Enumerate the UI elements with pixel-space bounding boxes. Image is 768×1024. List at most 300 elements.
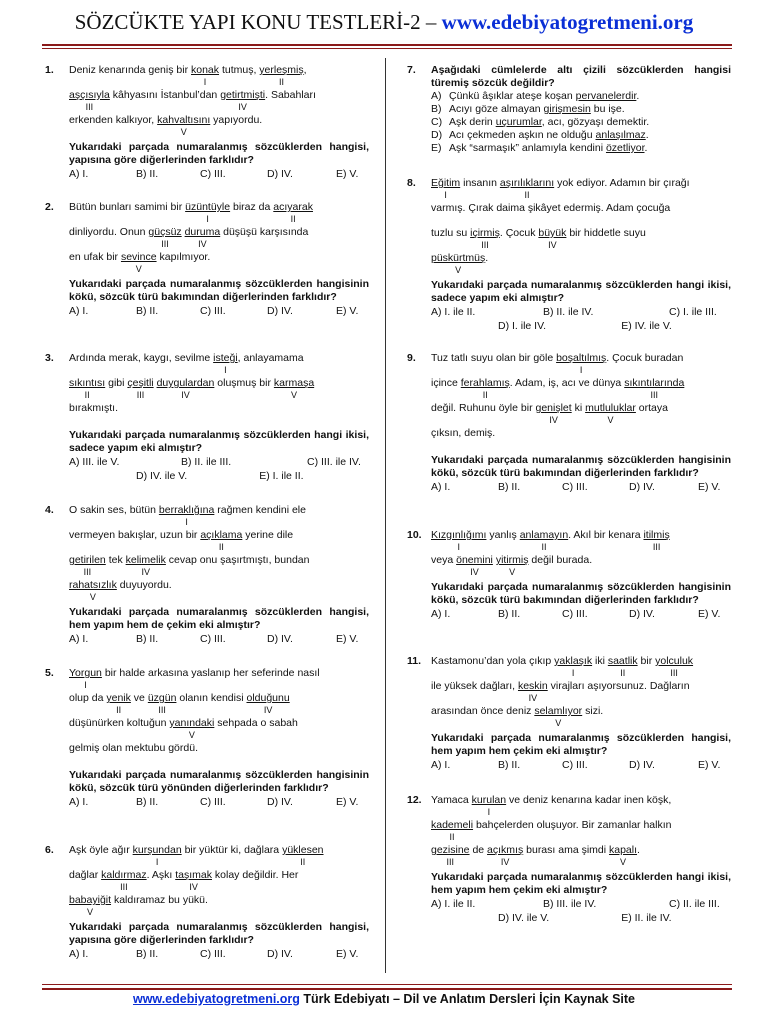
answer-option[interactable]: C) III. [200, 948, 226, 960]
page-header [0, 10, 768, 35]
question-number: 4. [45, 504, 54, 516]
question-number: 6. [45, 844, 54, 856]
answer-option[interactable]: D) IV. [267, 948, 293, 960]
answer-option[interactable]: A) I. [69, 796, 89, 808]
text-segment: . Çocuk [499, 227, 539, 239]
text-segment: . Akıl bir kenara [568, 529, 644, 541]
text-segment: duyuyordu. [116, 579, 172, 591]
underlined-word: aşırılıklarını [499, 177, 555, 189]
text-segment: sehpada o sabah [214, 717, 298, 729]
numeral-markers [69, 857, 369, 869]
text-segment: , [303, 64, 307, 76]
question-prompt: Yukarıdaki parçada numaralanmış sözcüklerden hangi ikisi, hem yapım hem çekim eki almıştır? [431, 871, 731, 896]
answer-option[interactable]: D) I. ile IV. [498, 320, 547, 332]
question-prompt: Yukarıdaki parçada numaralanmış sözcüklerden hangisi, yapısına göre diğerlerinden farklıdır? [69, 921, 369, 946]
answer-option[interactable]: D) IV. [267, 633, 293, 645]
numeral-markers [431, 807, 731, 819]
text-segment: Deniz kenarında geniş bir [69, 64, 191, 76]
text-segment: . Sabahları [265, 89, 316, 101]
underlined-word: gezisine [431, 844, 470, 856]
question-1 [45, 64, 369, 181]
answer-option[interactable] [431, 142, 731, 155]
answer-options [69, 470, 369, 483]
text-segment: . Çocuk buradan [606, 352, 684, 364]
underlined-word: karmaşa [273, 377, 315, 389]
numeral-marker: III [136, 390, 145, 400]
question-number: 3. [45, 352, 54, 364]
answer-option[interactable] [431, 116, 731, 129]
numeral-marker: II [116, 705, 122, 715]
answer-option[interactable]: A) I. [69, 948, 89, 960]
numeral-markers [69, 517, 369, 529]
answer-option[interactable]: D) IV. ile V. [498, 912, 550, 924]
answer-options [431, 306, 731, 319]
underlined-word: kelimelik [125, 554, 166, 566]
question-10 [407, 529, 731, 621]
answer-options [431, 481, 731, 494]
numeral-marker: V [188, 730, 195, 740]
header-rule [42, 44, 732, 46]
text-segment: . [645, 129, 649, 141]
answer-option[interactable]: B) II. [136, 796, 159, 808]
text-segment: tek [105, 554, 126, 566]
answer-option[interactable]: E) V. [698, 481, 721, 493]
option-letter: C) [431, 116, 443, 128]
numeral-marker: I [487, 807, 491, 817]
underlined-word: aşçısıyla [69, 89, 110, 101]
numeral-marker: II [449, 832, 455, 842]
answer-option[interactable]: C) III. [200, 305, 226, 317]
numeral-markers [69, 264, 369, 276]
text-segment: tutmuş, [219, 64, 260, 76]
numeral-markers [69, 705, 369, 717]
answer-option[interactable]: E) IV. ile V. [621, 320, 672, 332]
answer-option[interactable]: C) III. [200, 633, 226, 645]
numeral-marker: III [161, 239, 169, 249]
answer-option[interactable]: B) II. ile III. [181, 456, 232, 468]
text-segment: değil burada. [528, 554, 593, 566]
answer-option[interactable]: B) II. [136, 633, 159, 645]
answer-options [69, 633, 369, 646]
underlined-word: açıklama [200, 529, 243, 541]
answer-option[interactable]: A) I. [431, 759, 451, 771]
underlined-word: selamlıyor [534, 705, 583, 717]
text-segment: ve deniz kenarına kadar inen köşk, [506, 794, 672, 806]
text-segment: Yamaca [431, 794, 472, 806]
answer-option[interactable]: E) I. ile II. [259, 470, 304, 482]
text-segment: sizi. [582, 705, 604, 717]
numeral-markers [69, 542, 369, 554]
answer-option[interactable]: C) III. [562, 759, 588, 771]
answer-option[interactable]: B) II. [498, 481, 521, 493]
text-segment: ki [571, 402, 586, 414]
answer-options [69, 456, 369, 469]
numeral-marker: III [446, 857, 455, 867]
numeral-marker: I [206, 214, 209, 224]
numeral-marker: I [224, 365, 227, 375]
underlined-word: girişmesin [543, 103, 591, 115]
underlined-word: üzüntüyle [185, 201, 231, 213]
underlined-word: kapalı [609, 844, 638, 856]
numeral-marker: IV [500, 857, 510, 867]
answer-option[interactable]: B) II. [136, 168, 159, 180]
option-letter: A) [431, 90, 442, 102]
text-segment: insanın [460, 177, 500, 189]
answer-option[interactable]: D) IV. [267, 305, 293, 317]
answer-option[interactable] [431, 103, 731, 116]
answer-option[interactable]: C) I. ile III. [669, 306, 717, 318]
text-segment: de [469, 844, 488, 856]
text-segment: ile yüksek dağları, [431, 680, 518, 692]
text-segment: veya [431, 554, 457, 566]
numeral-marker: III [120, 882, 128, 892]
answer-options [69, 305, 369, 318]
option-letter: D) [431, 129, 443, 141]
passage-line [431, 227, 731, 240]
underlined-word: rahatsızlık [69, 579, 117, 591]
text-segment: ve [130, 692, 148, 704]
answer-option[interactable]: D) IV. ile V. [136, 470, 188, 482]
text-segment: düşüşü karşısında [220, 226, 309, 238]
numeral-markers [431, 190, 731, 202]
answer-options [431, 608, 731, 621]
underlined-word: getirilen [69, 554, 106, 566]
answer-option[interactable]: A) I. [431, 481, 451, 493]
underlined-word: uçurumlar [495, 116, 542, 128]
numeral-markers [431, 415, 731, 427]
numeral-markers [69, 907, 369, 919]
passage-line [431, 705, 731, 718]
text-segment: burası ama şimdi [523, 844, 609, 856]
text-segment: olanın kendisi [176, 692, 247, 704]
numeral-markers [431, 240, 731, 252]
text-segment: . [637, 844, 640, 856]
text-segment: Aşk “sarmaşık” anlamıyla kendini [449, 142, 606, 154]
underlined-word: keskin [517, 680, 548, 692]
underlined-word: konak [191, 64, 220, 76]
answer-option[interactable]: E) II. ile IV. [621, 912, 672, 924]
numeral-marker: V [291, 390, 298, 400]
question-number: 5. [45, 667, 54, 679]
question-prompt: Aşağıdaki cümlelerde altı çizili sözcüklerden hangisi türemiş sözcük değildir? [431, 64, 731, 89]
answer-option[interactable]: A) I. [431, 608, 451, 620]
answer-option[interactable]: B) II. [498, 608, 521, 620]
text-segment: ortaya [635, 402, 668, 414]
underlined-word: genişlet [535, 402, 572, 414]
answer-option[interactable]: D) IV. [267, 168, 293, 180]
text-segment: Bütün bunları samimi bir [69, 201, 186, 213]
answer-option[interactable]: A) I. [69, 168, 89, 180]
text-segment: bahçelerden oluşuyor. Bir zamanlar halkın [473, 819, 672, 831]
answer-option[interactable]: A) I. ile II. [431, 306, 476, 318]
passage-line [431, 794, 731, 807]
numeral-marker: IV [549, 415, 558, 425]
answer-option[interactable]: B) II. [136, 305, 159, 317]
numeral-marker: IV [198, 239, 207, 249]
text-segment: . Adam, iş, acı ve dünya [509, 377, 625, 389]
numeral-markers [431, 718, 731, 730]
underlined-word: püskürtmüş [431, 252, 486, 264]
numeral-marker: III [481, 240, 489, 250]
text-segment: vermeyen bakışlar, uzun bir [69, 529, 201, 541]
passage-line [431, 177, 731, 190]
underlined-word: saatlik [607, 655, 638, 667]
question-6 [45, 844, 369, 961]
text-segment: iki [592, 655, 608, 667]
text-segment: Acıyı göze almayan [449, 103, 544, 115]
question-4 [45, 504, 369, 646]
passage-line [69, 352, 369, 365]
question-number: 1. [45, 64, 54, 76]
passage-line [69, 251, 369, 264]
question-number: 2. [45, 201, 54, 213]
numeral-markers [431, 668, 731, 680]
answer-options [69, 168, 369, 181]
question-9 [407, 352, 731, 494]
text-segment: olup da [69, 692, 107, 704]
passage-line [69, 579, 369, 592]
answer-option[interactable]: D) IV. [629, 608, 655, 620]
numeral-marker: IV [528, 693, 538, 703]
question-number: 9. [407, 352, 416, 364]
footer-rule [42, 988, 732, 990]
numeral-marker: III [670, 668, 678, 678]
answer-option[interactable]: C) II. ile III. [669, 898, 720, 910]
answer-option[interactable]: A) I. ile II. [431, 898, 476, 910]
numeral-marker: II [300, 857, 306, 867]
numeral-markers [69, 882, 369, 894]
question-prompt: Yukarıdaki parçada numaralanmış sözcüklerden hangisi, hem yapım hem çekim eki almıştır? [431, 732, 731, 757]
underlined-word: içirmiş [470, 227, 500, 239]
underlined-word: sıkıntılarında [624, 377, 685, 389]
text-segment: bir [637, 655, 656, 667]
answer-option[interactable]: E) V. [336, 633, 359, 645]
question-prompt: Yukarıdaki parçada numaralanmış sözcüklerden hangisinin kökü, sözcük türü bakımından diğerlerinden farklıdır? [431, 454, 731, 479]
numeral-markers [431, 693, 731, 705]
numeral-marker: V [555, 718, 562, 728]
underlined-word: Eğitim [431, 177, 461, 189]
answer-option[interactable]: C) III. [562, 608, 588, 620]
question-number: 7. [407, 64, 416, 76]
numeral-marker: II [482, 390, 488, 400]
text-segment: bu işe. [590, 103, 625, 115]
answer-list [431, 90, 731, 155]
numeral-markers [69, 365, 369, 377]
answer-options [431, 320, 731, 333]
text-segment: dinliyordu. Onun [69, 226, 149, 238]
numeral-marker: IV [548, 240, 557, 250]
page-footer [0, 992, 768, 1006]
text-segment: . [644, 142, 648, 154]
passage-line [69, 692, 369, 705]
numeral-marker: II [524, 190, 530, 200]
text-segment: bir hiddetle suyu [566, 227, 646, 239]
passage-line [431, 402, 731, 415]
numeral-marker: III [85, 102, 94, 112]
answer-option[interactable]: A) I. [69, 305, 89, 317]
text-segment: . Aşkı [146, 869, 176, 881]
text-segment: içince [431, 377, 461, 389]
answer-option[interactable]: C) III. ile IV. [307, 456, 361, 468]
answer-option[interactable] [431, 90, 731, 103]
numeral-markers [431, 567, 731, 579]
underlined-word: pervanelerdir [575, 90, 637, 102]
question-prompt: Yukarıdaki parçada numaralanmış sözcüklerden hangisinin kökü, sözcük türü yönünden diğerlerinden farklıdır? [69, 769, 369, 794]
question-number: 11. [407, 655, 422, 667]
answer-option[interactable]: C) III. [562, 481, 588, 493]
numeral-markers [431, 265, 731, 277]
numeral-markers [69, 77, 369, 89]
underlined-word: anlamayın [519, 529, 569, 541]
passage-line [431, 377, 731, 390]
numeral-marker: V [620, 857, 627, 867]
text-segment: gelmiş olan mektubu gördü. [69, 742, 198, 754]
passage-line [431, 680, 731, 693]
underlined-word: sevince [120, 251, 157, 263]
numeral-markers [69, 102, 369, 114]
answer-options [431, 912, 731, 925]
answer-option[interactable]: E) V. [336, 796, 359, 808]
answer-option[interactable]: B) II. [136, 948, 159, 960]
underlined-word: kahvaltısını [157, 114, 211, 126]
numeral-markers [69, 592, 369, 604]
numeral-marker: III [652, 542, 661, 552]
passage-line [69, 742, 369, 755]
question-prompt: Yukarıdaki parçada numaralanmış sözcüklerden hangisi, hem yapım hem de çekim eki almıştır? [69, 606, 369, 631]
footer-tagline: Türk Edebiyatı – Dil ve Anlatım Dersleri İçin Kaynak Site [303, 992, 636, 1006]
passage-line [69, 667, 369, 680]
numeral-marker: I [155, 857, 159, 867]
passage-line [431, 529, 731, 542]
passage-line [431, 844, 731, 857]
underlined-word: yanındaki [169, 717, 215, 729]
passage-line [431, 427, 731, 440]
underlined-word: babayiğit [69, 894, 112, 906]
answer-options [431, 759, 731, 772]
numeral-marker: V [607, 415, 614, 425]
option-letter: B) [431, 103, 442, 115]
answer-option[interactable]: E) V. [336, 305, 359, 317]
answer-option[interactable]: A) III. ile V. [69, 456, 120, 468]
numeral-marker: V [87, 907, 94, 917]
underlined-word: kurulan [471, 794, 507, 806]
text-segment: yanlış [486, 529, 520, 541]
site-link-footer[interactable]: www.edebiyatogretmeni.org [132, 992, 300, 1006]
answer-option[interactable]: C) III. [200, 796, 226, 808]
text-segment: , acı, gözyaşı demektir. [541, 116, 650, 128]
text-segment: kolay değildir. Her [211, 869, 299, 881]
numeral-markers [69, 214, 369, 226]
text-segment: . [636, 90, 640, 102]
underlined-word: duygulardan [156, 377, 215, 389]
underlined-word: büyük [538, 227, 567, 239]
site-link-header[interactable]: www.edebiyatogretmeni.org [441, 10, 694, 34]
numeral-marker: II [290, 214, 296, 224]
numeral-marker: V [135, 264, 142, 274]
text-segment: erkenden kalkıyor, [69, 114, 158, 126]
text-segment: kaldıramaz bu yükü. [111, 894, 208, 906]
answer-option[interactable]: D) IV. [267, 796, 293, 808]
text-segment: kapılmıyor. [156, 251, 211, 263]
text-segment: bırakmıştı. [69, 402, 119, 414]
page-title: SÖZCÜKTE YAPI KONU TESTLERİ-2 – [74, 10, 437, 34]
answer-options [69, 796, 369, 809]
numeral-markers [69, 680, 369, 692]
text-segment: cevap onu şaşırtmıştı, bundan [165, 554, 310, 566]
text-segment: gibi [105, 377, 128, 389]
answer-option[interactable]: B) III. ile IV. [543, 898, 597, 910]
numeral-marker: IV [141, 567, 151, 577]
underlined-word: taşımak [175, 869, 212, 881]
text-segment: en ufak bir [69, 251, 121, 263]
text-segment: Kastamonu’dan yola çıkıp [431, 655, 555, 667]
answer-option[interactable]: B) II. ile IV. [543, 306, 594, 318]
underlined-word: özetliyor [605, 142, 645, 154]
text-segment: tuzlu su [431, 227, 471, 239]
numeral-markers [431, 365, 731, 377]
numeral-markers [69, 390, 369, 402]
underlined-word: kurşundan [132, 844, 182, 856]
text-segment: yapıyordu. [210, 114, 263, 126]
numeral-marker: I [203, 77, 207, 87]
underlined-word: itilmiş [643, 529, 670, 541]
numeral-marker: V [509, 567, 516, 577]
text-segment: değil. Ruhunu öyle bir [431, 402, 536, 414]
numeral-marker: I [84, 680, 87, 690]
numeral-marker: I [444, 190, 447, 200]
passage-line [69, 64, 369, 77]
numeral-marker: IV [189, 882, 198, 892]
underlined-word: kaldırmaz [101, 869, 147, 881]
numeral-marker: IV [470, 567, 479, 577]
answer-option[interactable]: A) I. [69, 633, 89, 645]
passage-line [431, 655, 731, 668]
numeral-markers [431, 390, 731, 402]
underlined-word: çeşitli [127, 377, 154, 389]
answer-option[interactable]: E) V. [336, 168, 359, 180]
answer-option[interactable]: D) IV. [629, 759, 655, 771]
numeral-marker: III [83, 567, 92, 577]
answer-option[interactable]: C) III. [200, 168, 226, 180]
question-11 [407, 655, 731, 772]
numeral-markers [431, 215, 731, 227]
answer-option[interactable]: B) II. [498, 759, 521, 771]
answer-option[interactable]: E) V. [698, 759, 721, 771]
numeral-marker: V [455, 265, 462, 275]
numeral-marker: I [185, 517, 188, 527]
numeral-marker: II [541, 542, 547, 552]
answer-option[interactable] [431, 129, 731, 142]
footer-rule-thin [42, 984, 732, 985]
underlined-word: yerleşmiş [259, 64, 304, 76]
passage-line [69, 201, 369, 214]
question-prompt: Yukarıdaki parçada numaralanmış sözcüklerden hangisinin kökü, sözcük türü bakımından diğerlerinden farklıdır? [431, 581, 731, 606]
question-8 [407, 177, 731, 333]
answer-option[interactable]: E) V. [698, 608, 721, 620]
numeral-marker: II [278, 77, 284, 87]
answer-option[interactable]: D) IV. [629, 481, 655, 493]
numeral-markers [69, 755, 369, 767]
underlined-word: mutluluklar [585, 402, 636, 414]
text-segment: O sakin ses, bütün [69, 504, 159, 516]
underlined-word: yaklaşık [554, 655, 593, 667]
question-prompt: Yukarıdaki parçada numaralanmış sözcüklerden hangisi, yapısına göre diğerlerinden farklıdır? [69, 141, 369, 166]
underlined-word: berraklığına [158, 504, 215, 516]
answer-option[interactable]: E) V. [336, 948, 359, 960]
passage-line [431, 202, 731, 215]
underlined-word: getirtmişti [220, 89, 266, 101]
question-5 [45, 667, 369, 809]
